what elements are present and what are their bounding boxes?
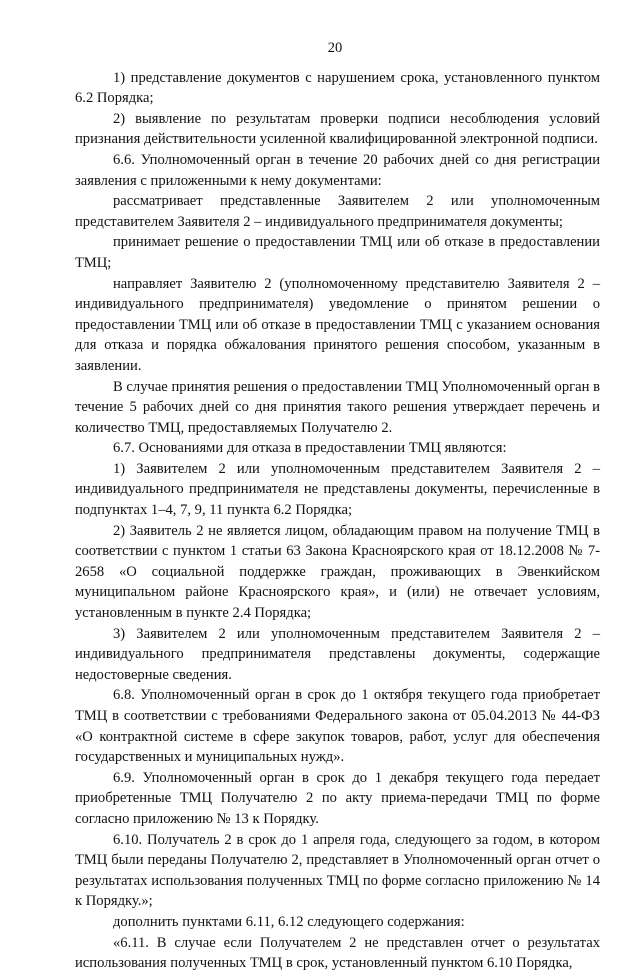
paragraph-8: 6.7. Основаниями для отказа в предоставлении ТМЦ являются: — [113, 440, 507, 457]
paragraph-12: 6.8. Уполномоченный орган в срок до 1 октября текущего года приобретает ТМЦ в соответствии с требованиями Федерального закона от 05.04.2013 № 44-ФЗ «О контрактной системе в сфере закупок товаров, работ, услуг для обеспечения государственных и муниципальных нужд». — [75, 687, 600, 766]
paragraph-3: 6.6. Уполномоченный орган в течение 20 рабочих дней со дня регистрации заявления с приложенными к нему документами: — [75, 151, 600, 189]
paragraph-6: направляет Заявителю 2 (уполномоченному представителю Заявителя 2 – индивидуального предпринимателя) уведомление о принятом решении о предоставлении ТМЦ или об отказе в предоставлении ТМЦ с указанием основания для отказа и порядка обжалования принятого решения способом, указанным в заявлении. — [75, 275, 600, 374]
paragraph-1: 1) представление документов с нарушением срока, установленного пунктом 6.2 Порядка; — [75, 69, 600, 107]
paragraph-15: дополнить пунктами 6.11, 6.12 следующего содержания: — [113, 913, 465, 930]
paragraph-5: принимает решение о предоставлении ТМЦ или об отказе в предоставлении ТМЦ; — [75, 234, 600, 271]
paragraph-4: рассматривает представленные Заявителем 2 или уполномоченным представителем Заявителя 2 – индивидуального предпринимателя документы; — [75, 193, 600, 230]
paragraph-9: 1) Заявителем 2 или уполномоченным представителем Заявителя 2 – индивидуального предпринимателя не представлены документы, перечисленные в подпунктах 1–4, 7, 9, 11 пункта 6.2 Порядка; — [75, 460, 600, 519]
page-number: 20 — [327, 40, 343, 56]
paragraph-16: «6.11. В случае если Получателем 2 не представлен отчет о результатах использования полученных ТМЦ в срок, установленный пунктом 6.10 Порядка, — [75, 934, 600, 972]
paragraph-14: 6.10. Получатель 2 в срок до 1 апреля года, следующего за годом, в котором ТМЦ были переданы Получателю 2, представляет в Уполномоченный орган отчет о результатах использования полученных ТМЦ по форме согласно приложению № 14 к Порядку.»; — [75, 831, 600, 910]
paragraph-13: 6.9. Уполномоченный орган в срок до 1 декабря текущего года передает приобретенные ТМЦ Получателю 2 по акту приема-передачи ТМЦ по форме согласно приложению № 13 к Порядку. — [75, 769, 600, 827]
paragraph-10: 2) Заявитель 2 не является лицом, обладающим правом на получение ТМЦ в соответствии с пунктом 1 статьи 63 Закона Красноярского края от 18.12.2008 № 7-2658 «О социальной поддержке граждан, проживающих в Эвенкийском муниципальном районе Красноярского края», и (или) не отвечает условиям, установленным в пункте 2.4 Порядка; — [75, 522, 600, 622]
paragraph-2: 2) выявление по результатам проверки подписи несоблюдения условий признания действительности усиленной квалифицированной электронной подписи. — [75, 110, 600, 148]
paragraph-11: 3) Заявителем 2 или уполномоченным представителем Заявителя 2 – индивидуального предпринимателя представлены документы, содержащие недостоверные сведения. — [75, 625, 600, 683]
paragraph-7: В случае принятия решения о предоставлении ТМЦ Уполномоченный орган в течение 5 рабочих дней со дня принятия такого решения утверждает перечень и количество ТМЦ, предоставляемых Получателю 2. — [75, 378, 600, 436]
